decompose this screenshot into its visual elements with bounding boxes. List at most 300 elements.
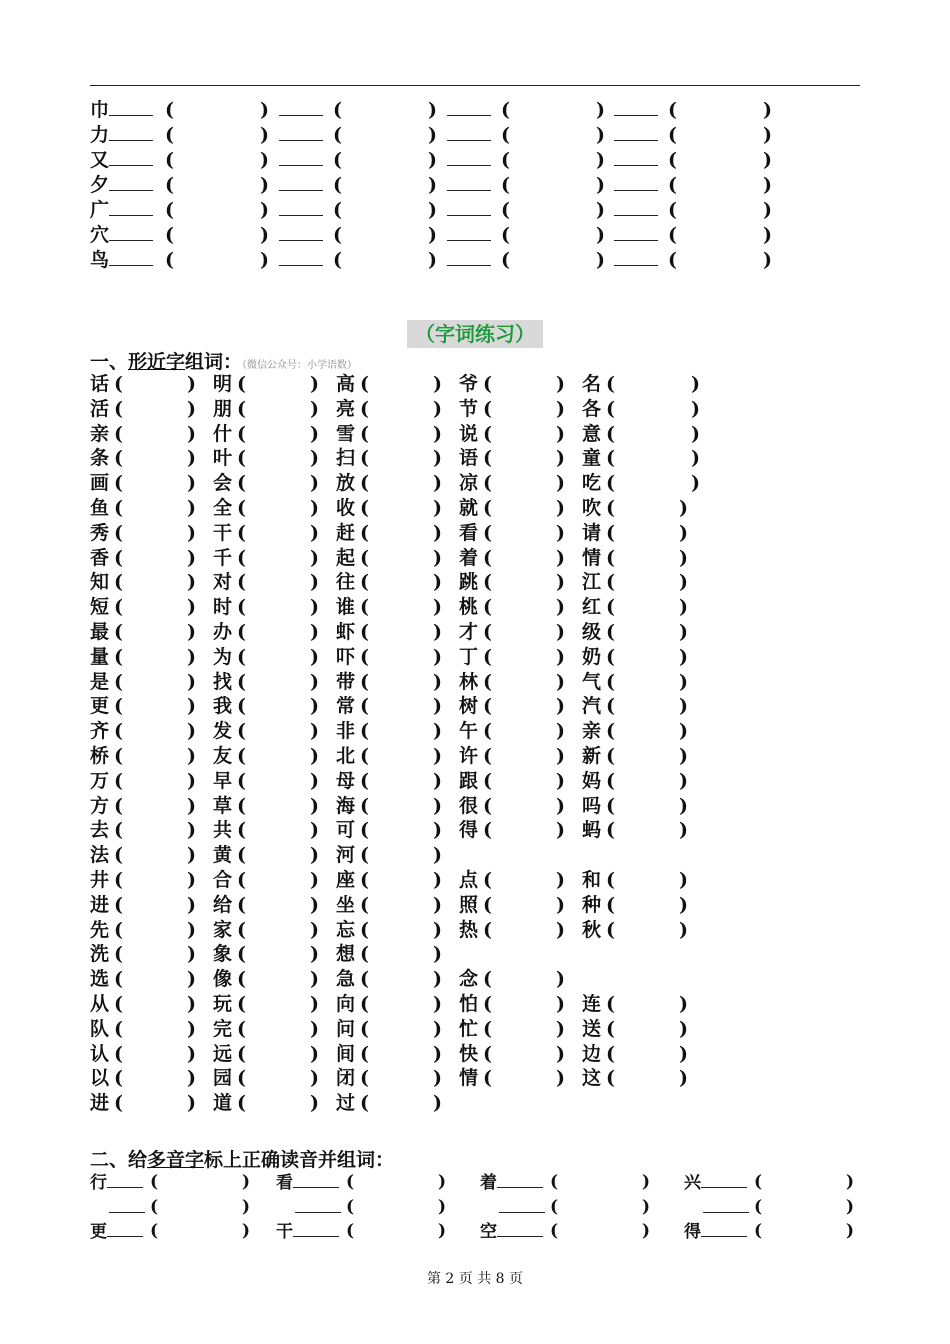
- paren-open: (: [237, 422, 246, 445]
- paren-close: ): [310, 769, 319, 792]
- radical-char: 广: [90, 199, 110, 221]
- polyphonic-group: [480, 1219, 543, 1245]
- answer-blank[interactable]: [447, 98, 491, 116]
- word-char: 吗: [582, 794, 602, 817]
- paren-close: ): [433, 918, 442, 941]
- paren-close: ): [691, 472, 700, 495]
- answer-blank[interactable]: [279, 223, 323, 241]
- paren-open: (: [606, 373, 615, 395]
- paren-open: (: [360, 497, 369, 519]
- paren-close: ): [763, 249, 772, 271]
- title-wrap: [0, 320, 950, 348]
- answer-blank[interactable]: [447, 248, 491, 266]
- paren-close: ): [556, 720, 565, 743]
- wechat-note: （微信公众号：小学语数）: [242, 360, 358, 371]
- paren-close: ): [642, 1221, 651, 1241]
- word-char: 凉: [459, 472, 479, 495]
- word-char: 午: [459, 720, 479, 743]
- word-char: 玩: [213, 993, 233, 1015]
- answer-blank[interactable]: [279, 248, 323, 266]
- paren-open: (: [237, 571, 246, 594]
- word-char: 亲: [90, 422, 110, 445]
- paren-close: ): [433, 769, 442, 792]
- paren-open: (: [501, 174, 510, 196]
- paren-close: ): [187, 571, 196, 594]
- paren-open: (: [360, 670, 369, 693]
- answer-blank[interactable]: [109, 223, 153, 241]
- paren-close: ): [438, 1197, 447, 1217]
- word-char: 给: [213, 893, 233, 916]
- paren-open: (: [606, 893, 615, 916]
- word-char: 队: [90, 1017, 110, 1040]
- word-char: 知: [90, 571, 110, 594]
- paren-open: (: [360, 621, 369, 643]
- paren-close: ): [310, 571, 319, 594]
- word-char: 像: [213, 968, 233, 991]
- word-char: 吃: [582, 472, 602, 495]
- word-char: 画: [90, 472, 110, 495]
- paren-close: ): [187, 968, 196, 991]
- paren-open: (: [360, 918, 369, 941]
- paren-close: ): [433, 422, 442, 445]
- word-char: 气: [582, 670, 602, 693]
- radical-char: 穴: [90, 224, 110, 246]
- paren-open: (: [165, 124, 174, 146]
- word-char: 问: [336, 1017, 356, 1040]
- paren-close: ): [691, 422, 700, 445]
- word-char: 忙: [459, 1017, 479, 1040]
- paren-open: (: [346, 1172, 355, 1192]
- paren-open: (: [360, 993, 369, 1015]
- paren-open: (: [114, 546, 123, 569]
- paren-open: (: [360, 769, 369, 792]
- paren-close: ): [556, 670, 565, 693]
- paren-open: (: [114, 447, 123, 470]
- word-char: 洗: [90, 943, 110, 966]
- paren-close: ): [433, 472, 442, 495]
- word-char: 更: [90, 695, 110, 718]
- paren-open: (: [114, 1092, 123, 1115]
- answer-blank[interactable]: [109, 1195, 145, 1213]
- word-char: 草: [213, 794, 233, 817]
- paren-close: ): [433, 596, 442, 619]
- radical-group: [426, 223, 491, 248]
- answer-blank[interactable]: [279, 123, 323, 141]
- paren-open: (: [114, 943, 123, 966]
- word-char: 忘: [336, 918, 356, 941]
- paren-close: ): [428, 124, 437, 146]
- word-char: 名: [582, 373, 602, 395]
- paren-close: ): [187, 943, 196, 966]
- word-char: 象: [213, 943, 233, 966]
- paren-open: (: [114, 1017, 123, 1040]
- word-char: 北: [336, 745, 356, 767]
- paren-open: (: [114, 472, 123, 495]
- paren-close: ): [242, 1172, 251, 1192]
- paren-close: ): [187, 472, 196, 495]
- word-char: 方: [90, 794, 110, 817]
- paren-open: (: [606, 993, 615, 1015]
- paren-open: (: [333, 174, 342, 196]
- word-char: 非: [336, 720, 356, 743]
- paren-close: ): [679, 1042, 688, 1065]
- word-char: 连: [582, 993, 602, 1015]
- paren-open: (: [165, 249, 174, 271]
- paren-close: ): [310, 745, 319, 767]
- answer-blank[interactable]: [295, 1195, 341, 1213]
- paren-close: ): [187, 447, 196, 470]
- paren-open: (: [114, 720, 123, 743]
- paren-close: ): [433, 819, 442, 842]
- answer-blank[interactable]: [109, 173, 153, 191]
- word-char: 虾: [336, 621, 356, 643]
- answer-blank[interactable]: [109, 198, 153, 216]
- polyphonic-group: [90, 1170, 143, 1196]
- word-char: 吹: [582, 497, 602, 519]
- paren-close: ): [187, 794, 196, 817]
- paren-open: (: [237, 893, 246, 916]
- word-char: 和: [582, 869, 602, 891]
- answer-blank[interactable]: [703, 1195, 749, 1213]
- paren-close: ): [433, 720, 442, 743]
- heading-similar-characters: [90, 347, 357, 374]
- answer-blank[interactable]: [109, 98, 153, 116]
- paren-open: (: [606, 819, 615, 842]
- answer-blank[interactable]: [497, 1170, 543, 1188]
- heading-prefix: 一、: [90, 351, 129, 373]
- polyphonic-group: [480, 1170, 543, 1196]
- paren-close: ): [596, 199, 605, 221]
- paren-open: (: [483, 993, 492, 1015]
- answer-blank[interactable]: [614, 148, 658, 166]
- paren-open: (: [114, 373, 123, 395]
- paren-open: (: [483, 571, 492, 594]
- word-char: 家: [213, 918, 233, 941]
- paren-close: ): [187, 1067, 196, 1090]
- paren-open: (: [114, 571, 123, 594]
- answer-blank[interactable]: [614, 173, 658, 191]
- word-char: 会: [213, 472, 233, 495]
- paren-close: ): [556, 769, 565, 792]
- paren-open: (: [483, 670, 492, 693]
- paren-close: ): [428, 174, 437, 196]
- radical-char: 夕: [90, 174, 110, 196]
- paren-close: ): [187, 546, 196, 569]
- word-char: 吓: [336, 645, 356, 668]
- word-char: 蚂: [582, 819, 602, 842]
- paren-close: ): [556, 893, 565, 916]
- answer-blank[interactable]: [293, 1219, 339, 1237]
- answer-blank[interactable]: [614, 98, 658, 116]
- paren-close: ): [310, 695, 319, 718]
- paren-close: ): [679, 596, 688, 619]
- word-char: 树: [459, 695, 479, 718]
- paren-open: (: [237, 1092, 246, 1115]
- answer-blank[interactable]: [447, 123, 491, 141]
- paren-close: ): [433, 447, 442, 470]
- word-char: 秀: [90, 521, 110, 544]
- paren-open: (: [237, 373, 246, 395]
- word-char: 很: [459, 794, 479, 817]
- paren-open: (: [237, 695, 246, 718]
- paren-open: (: [606, 621, 615, 643]
- word-char: 齐: [90, 720, 110, 743]
- paren-close: ): [433, 497, 442, 519]
- word-char: 是: [90, 670, 110, 693]
- paren-close: ): [310, 918, 319, 941]
- word-char: 先: [90, 918, 110, 941]
- word-char: 说: [459, 422, 479, 445]
- answer-blank[interactable]: [293, 1170, 339, 1188]
- paren-open: (: [668, 174, 677, 196]
- paren-open: (: [606, 918, 615, 941]
- radical-group: [426, 173, 491, 198]
- paren-open: (: [606, 695, 615, 718]
- paren-open: (: [483, 422, 492, 445]
- paren-close: ): [310, 373, 319, 395]
- paren-open: (: [237, 497, 246, 519]
- paren-close: ): [260, 99, 269, 121]
- answer-blank[interactable]: [279, 198, 323, 216]
- paren-close: ): [433, 1092, 442, 1115]
- word-char: 想: [336, 943, 356, 966]
- paren-open: (: [165, 174, 174, 196]
- paren-close: ): [187, 819, 196, 842]
- answer-blank[interactable]: [701, 1170, 747, 1188]
- word-char: 共: [213, 819, 233, 842]
- paren-open: (: [237, 521, 246, 544]
- answer-blank[interactable]: [447, 223, 491, 241]
- paren-close: ): [310, 596, 319, 619]
- paren-close: ): [433, 993, 442, 1015]
- answer-blank[interactable]: [701, 1219, 747, 1237]
- radical-group: [593, 223, 658, 248]
- paren-close: ): [260, 249, 269, 271]
- radical-group: [258, 173, 323, 198]
- radical-group: [90, 123, 153, 148]
- radical-group: [90, 148, 153, 173]
- paren-close: ): [642, 1172, 651, 1192]
- paren-close: ): [433, 373, 442, 395]
- word-char: 最: [90, 621, 110, 643]
- paren-open: (: [483, 968, 492, 991]
- radical-char: 又: [90, 149, 110, 171]
- word-char: 可: [336, 819, 356, 842]
- paren-open: (: [483, 769, 492, 792]
- word-char: 红: [582, 596, 602, 619]
- paren-open: (: [237, 645, 246, 668]
- word-char: 热: [459, 918, 479, 941]
- paren-close: ): [596, 124, 605, 146]
- paren-open: (: [360, 1017, 369, 1040]
- polyphonic-group: [276, 1219, 339, 1245]
- paren-open: (: [237, 1067, 246, 1090]
- word-char: 赶: [336, 521, 356, 544]
- paren-open: (: [114, 521, 123, 544]
- word-char: 黄: [213, 844, 233, 867]
- word-char: 新: [582, 745, 602, 767]
- paren-close: ): [187, 1017, 196, 1040]
- answer-blank[interactable]: [447, 148, 491, 166]
- answer-blank[interactable]: [109, 123, 153, 141]
- paren-close: ): [187, 422, 196, 445]
- paren-close: ): [556, 571, 565, 594]
- polyphonic-char: 空: [480, 1222, 497, 1242]
- paren-close: ): [679, 769, 688, 792]
- polyphonic-group: [90, 1195, 145, 1221]
- paren-close: ): [556, 645, 565, 668]
- word-char: 高: [336, 373, 356, 395]
- paren-close: ): [310, 993, 319, 1015]
- paren-close: ): [846, 1197, 855, 1217]
- word-char: 认: [90, 1042, 110, 1065]
- paren-close: ): [433, 1017, 442, 1040]
- heading-polyphonic: [90, 1145, 394, 1172]
- paren-close: ): [428, 149, 437, 171]
- paren-open: (: [346, 1221, 355, 1241]
- word-char: 道: [213, 1092, 233, 1115]
- paren-open: (: [360, 397, 369, 420]
- answer-blank[interactable]: [447, 173, 491, 191]
- paren-open: (: [606, 769, 615, 792]
- paren-open: (: [360, 695, 369, 718]
- answer-blank[interactable]: [107, 1219, 143, 1237]
- radical-group: [593, 123, 658, 148]
- paren-close: ): [310, 1042, 319, 1065]
- paren-open: (: [606, 571, 615, 594]
- answer-blank[interactable]: [614, 223, 658, 241]
- answer-blank[interactable]: [614, 123, 658, 141]
- paren-close: ): [556, 497, 565, 519]
- paren-open: (: [165, 224, 174, 246]
- paren-open: (: [114, 869, 123, 891]
- word-char: 完: [213, 1017, 233, 1040]
- word-char: 级: [582, 621, 602, 643]
- answer-blank[interactable]: [447, 198, 491, 216]
- paren-close: ): [596, 174, 605, 196]
- paren-open: (: [501, 199, 510, 221]
- paren-close: ): [433, 571, 442, 594]
- paren-close: ): [187, 397, 196, 420]
- paren-close: ): [438, 1172, 447, 1192]
- word-char: 林: [459, 670, 479, 693]
- word-char: 雪: [336, 422, 356, 445]
- paren-open: (: [150, 1172, 159, 1192]
- paren-open: (: [114, 745, 123, 767]
- radical-group: [258, 248, 323, 273]
- paren-close: ): [187, 670, 196, 693]
- radical-group: [90, 98, 153, 123]
- paren-open: (: [237, 596, 246, 619]
- paren-close: ): [433, 943, 442, 966]
- paren-close: ): [691, 373, 700, 395]
- answer-blank[interactable]: [109, 248, 153, 266]
- paren-close: ): [679, 497, 688, 519]
- paren-open: (: [114, 596, 123, 619]
- polyphonic-group: [684, 1219, 747, 1245]
- polyphonic-group: [90, 1219, 143, 1245]
- word-char: 干: [213, 521, 233, 544]
- paren-close: ): [433, 794, 442, 817]
- paren-open: (: [550, 1172, 559, 1192]
- radical-group: [90, 173, 153, 198]
- polyphonic-char: 得: [684, 1222, 701, 1242]
- word-char: 放: [336, 472, 356, 495]
- paren-open: (: [606, 1042, 615, 1065]
- answer-blank[interactable]: [279, 98, 323, 116]
- paren-open: (: [606, 720, 615, 743]
- word-char: 语: [459, 447, 479, 470]
- radical-group: [593, 248, 658, 273]
- paren-open: (: [483, 893, 492, 916]
- paren-close: ): [187, 869, 196, 891]
- paren-open: (: [754, 1221, 763, 1241]
- paren-close: ): [679, 670, 688, 693]
- paren-close: ): [596, 99, 605, 121]
- answer-blank[interactable]: [109, 148, 153, 166]
- paren-close: ): [679, 993, 688, 1015]
- paren-close: ): [556, 993, 565, 1015]
- answer-blank[interactable]: [497, 1219, 543, 1237]
- radical-char: 鸟: [90, 249, 110, 271]
- word-char: 朋: [213, 397, 233, 420]
- paren-close: ): [187, 645, 196, 668]
- paren-close: ): [691, 397, 700, 420]
- paren-open: (: [114, 794, 123, 817]
- answer-blank[interactable]: [279, 173, 323, 191]
- paren-close: ): [310, 943, 319, 966]
- paren-close: ): [187, 918, 196, 941]
- word-char: 园: [213, 1067, 233, 1090]
- section-title: （字词练习）: [407, 320, 543, 348]
- paren-open: (: [606, 1067, 615, 1090]
- paren-close: ): [556, 819, 565, 842]
- paren-close: ): [679, 869, 688, 891]
- word-char: 河: [336, 844, 356, 867]
- paren-open: (: [360, 720, 369, 743]
- paren-close: ): [679, 1017, 688, 1040]
- paren-close: ): [433, 521, 442, 544]
- paren-close: ): [691, 447, 700, 470]
- paren-open: (: [483, 1017, 492, 1040]
- paren-open: (: [237, 968, 246, 991]
- radical-group: [90, 198, 153, 223]
- paren-close: ): [260, 174, 269, 196]
- paren-open: (: [150, 1197, 159, 1217]
- polyphonic-group: [276, 1195, 341, 1221]
- paren-open: (: [360, 546, 369, 569]
- paren-open: (: [483, 1042, 492, 1065]
- paren-close: ): [310, 1017, 319, 1040]
- word-char: 才: [459, 621, 479, 643]
- word-char: 爷: [459, 373, 479, 395]
- word-char: 江: [582, 571, 602, 594]
- paren-open: (: [114, 397, 123, 420]
- answer-blank[interactable]: [614, 248, 658, 266]
- paren-open: (: [114, 893, 123, 916]
- word-char: 念: [459, 968, 479, 991]
- paren-close: ): [846, 1221, 855, 1241]
- answer-blank[interactable]: [614, 198, 658, 216]
- paren-close: ): [679, 794, 688, 817]
- word-char: 选: [90, 968, 110, 991]
- paren-close: ): [596, 249, 605, 271]
- answer-blank[interactable]: [107, 1170, 143, 1188]
- paren-close: ): [428, 99, 437, 121]
- answer-blank[interactable]: [279, 148, 323, 166]
- answer-blank[interactable]: [499, 1195, 545, 1213]
- word-char: 丁: [459, 645, 479, 668]
